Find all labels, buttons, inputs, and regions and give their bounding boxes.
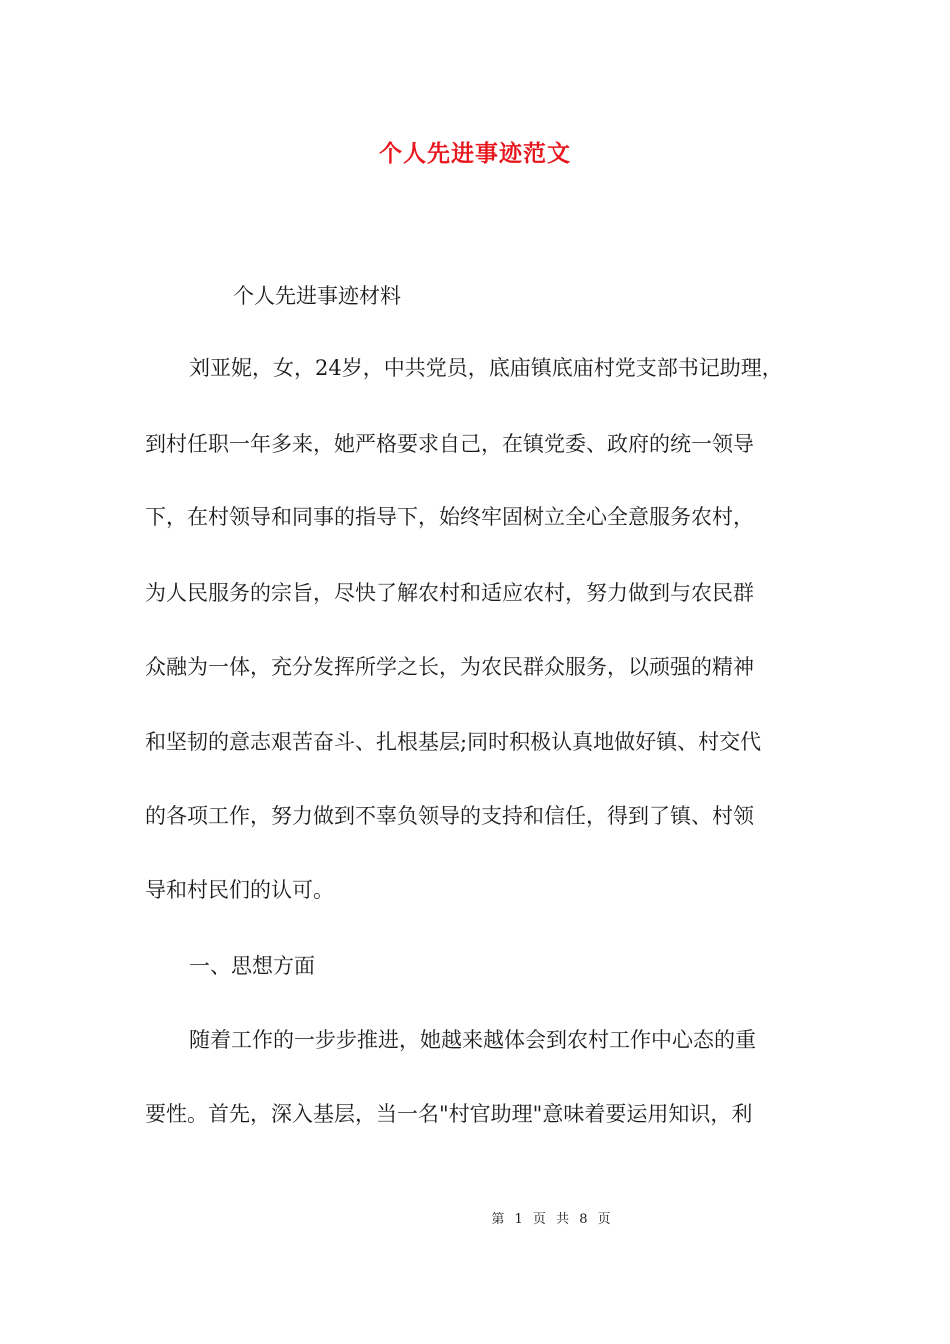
subtitle: 个人先进事迹材料 bbox=[233, 284, 401, 308]
paragraph-line: 下，在村领导和同事的指导下，始终牢固树立全心全意服务农村， bbox=[145, 505, 754, 529]
document-title: 个人先进事迹范文 bbox=[379, 140, 571, 167]
paragraph-line: 的各项工作，努力做到不辜负领导的支持和信任，得到了镇、村领 bbox=[145, 804, 754, 828]
paragraph-line: 要性。首先，深入基层，当一名"村官助理"意味着要运用知识，利 bbox=[145, 1102, 753, 1126]
paragraph-line: 和坚韧的意志艰苦奋斗、扎根基层;同时积极认真地做好镇、村交代 bbox=[145, 730, 762, 754]
paragraph-line: 到村任职一年多来，她严格要求自己，在镇党委、政府的统一领导 bbox=[145, 432, 754, 456]
page-number: 第 1 页 共 8 页 bbox=[491, 1212, 614, 1227]
paragraph-line: 导和村民们的认可。 bbox=[145, 878, 334, 902]
section-heading: 一、思想方面 bbox=[189, 954, 315, 978]
paragraph-line: 众融为一体，充分发挥所学之长，为农民群众服务，以顽强的精神 bbox=[145, 655, 754, 679]
paragraph-line: 为人民服务的宗旨，尽快了解农村和适应农村，努力做到与农民群 bbox=[145, 581, 754, 605]
paragraph-line: 刘亚妮，女，24岁，中共党员，底庙镇底庙村党支部书记助理， bbox=[189, 356, 783, 380]
paragraph-line: 随着工作的一步步推进，她越来越体会到农村工作中心态的重 bbox=[189, 1028, 756, 1052]
